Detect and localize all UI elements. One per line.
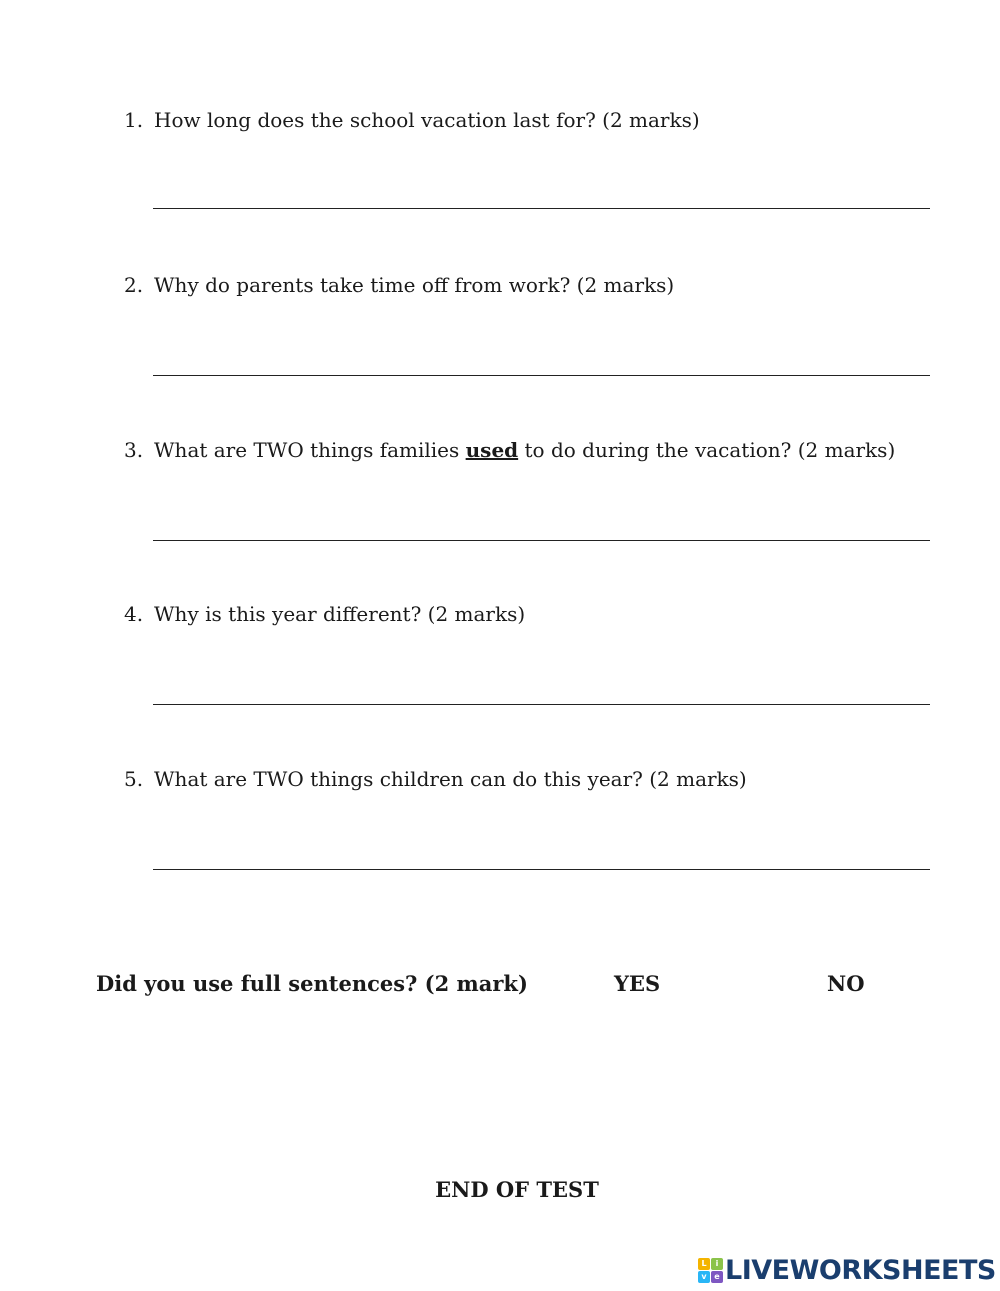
question-text: Why do parents take time off from work? (2 marks) [154,273,675,297]
question-number: 4. [124,602,144,626]
no-option[interactable]: NO [827,971,865,996]
question-text-before: What are TWO things families [154,438,466,462]
question-number: 5. [124,767,144,791]
question-2 [124,273,674,297]
logo-letter: L [698,1258,710,1270]
answer-line-5[interactable] [153,869,930,870]
question-text: Why is this year different? (2 marks) [154,602,526,626]
question-number: 3. [124,438,144,462]
answer-line-1[interactable] [153,208,930,209]
question-number: 2. [124,273,144,297]
logo-letter: e [711,1271,723,1283]
logo-text: LIVEWORKSHEETS [725,1254,996,1286]
liveworksheets-logo [698,1256,996,1284]
question-number: 1. [124,108,144,132]
logo-letter: v [698,1271,710,1283]
answer-line-4[interactable] [153,704,930,705]
question-text: What are TWO things children can do this year? (2 marks) [154,767,747,791]
logo-letter: i [711,1258,723,1270]
answer-line-2[interactable] [153,375,930,376]
question-3 [124,438,895,462]
logo-mark-icon [698,1258,723,1283]
question-1 [124,108,700,132]
question-4 [124,602,525,626]
question-emphasis: used [465,438,519,462]
question-5 [124,767,747,791]
answer-line-3[interactable] [153,540,930,541]
question-text: How long does the school vacation last for? (2 marks) [154,108,700,132]
question-text-after: to do during the vacation? (2 marks) [518,438,896,462]
end-of-test: END OF TEST [435,1177,599,1202]
yes-option[interactable]: YES [614,971,661,996]
full-sentences-question: Did you use full sentences? (2 mark) [96,971,528,996]
